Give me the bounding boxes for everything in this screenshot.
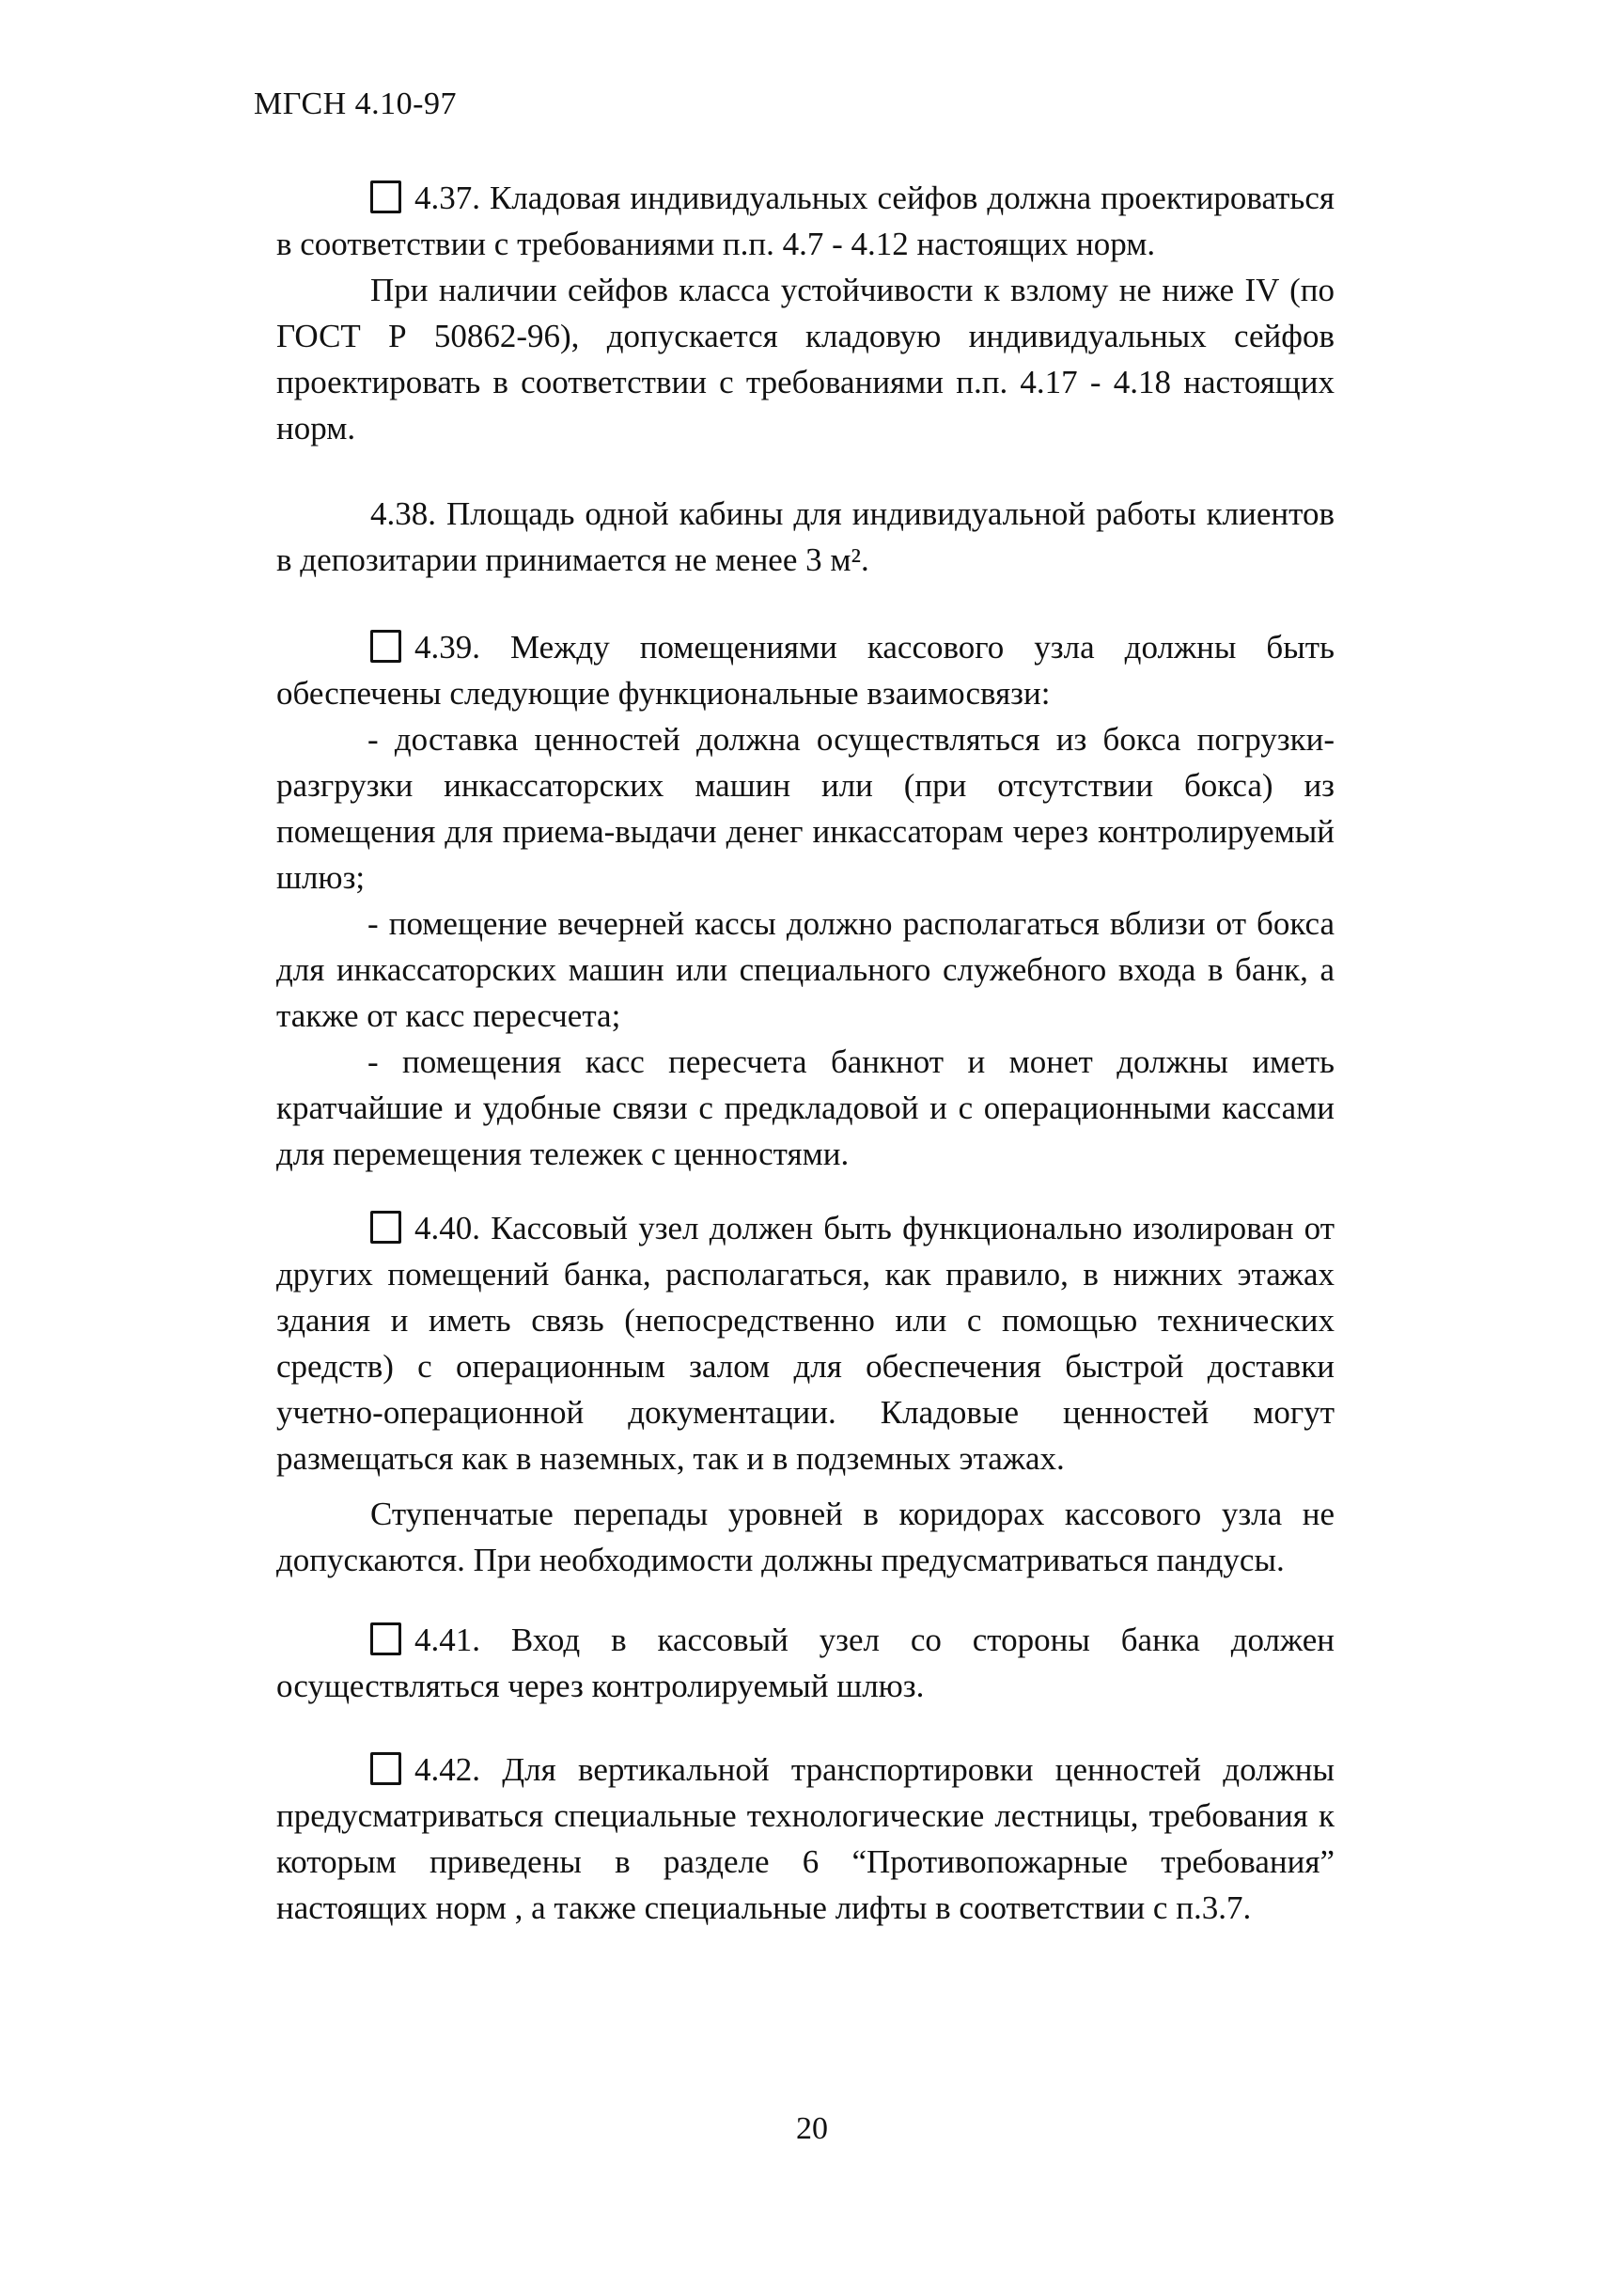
checkbox-square-icon bbox=[370, 1622, 401, 1655]
section-4-41-paragraph: 4.41. Вход в кассовый узел со стороны банка должен осуществляться через контролируемый шлюз. bbox=[276, 1622, 1335, 1704]
section-4-39 bbox=[276, 624, 1335, 1177]
checkbox-square-icon bbox=[370, 630, 401, 663]
section-4-39-list-item: - помещение вечерней кассы должно располагаться вблизи от бокса для инкассаторских машин или специального служебного входа в банк, а также от касс пересчета; bbox=[276, 905, 1335, 1034]
section-4-42 bbox=[276, 1747, 1335, 1931]
page-number: 20 bbox=[796, 2111, 828, 2146]
section-4-37 bbox=[276, 175, 1335, 451]
section-4-39-list-item: - доставка ценностей должна осуществляться из бокса погрузки-разгрузки инкассаторских машин или (при отсутствии бокса) из помещения для приема-выдачи денег инкассаторам через контролируемый шлюз; bbox=[276, 721, 1335, 896]
document-code-header: МГСН 4.10-97 bbox=[254, 86, 457, 121]
section-4-41 bbox=[276, 1617, 1335, 1709]
section-4-40-paragraph: 4.40. Кассовый узел должен быть функционально изолирован от других помещений банка, располагаться, как правило, в нижних этажах здания и иметь связь (непосредственно или с помощью технических средств) с операционным залом для обеспечения быстрой доставки учетно-операционной документации. Кладовые ценностей могут размещаться как в наземных, так и в подземных этажах. bbox=[276, 1210, 1335, 1477]
checkbox-square-icon bbox=[370, 180, 401, 213]
section-4-37-paragraph: 4.37. Кладовая индивидуальных сейфов должна проектироваться в соответствии с требованиями п.п. 4.7 - 4.12 настоящих норм. bbox=[276, 180, 1335, 262]
section-4-40 bbox=[276, 1205, 1335, 1583]
checkbox-square-icon bbox=[370, 1211, 401, 1244]
section-4-38-paragraph: 4.38. Площадь одной кабины для индивидуальной работы клиентов в депозитарии принимается не менее 3 м². bbox=[276, 495, 1335, 578]
section-4-39-paragraph: 4.39. Между помещениями кассового узла должны быть обеспечены следующие функциональные взаимосвязи: bbox=[276, 629, 1335, 712]
section-4-38 bbox=[276, 491, 1335, 583]
section-4-40-note: Ступенчатые перепады уровней в коридорах кассового узла не допускаются. При необходимости должны предусматриваться пандусы. bbox=[276, 1496, 1335, 1578]
section-4-42-paragraph: 4.42. Для вертикальной транспортировки ценностей должны предусматриваться специальные технологические лестницы, требования к которым приведены в разделе 6 “Противопожарные требования” настоящих норм , а также специальные лифты в соответствии с п.3.7. bbox=[276, 1751, 1335, 1926]
section-4-39-list-item: - помещения касс пересчета банкнот и монет должны иметь кратчайшие и удобные связи с предкладовой и с операционными кассами для перемещения тележек с ценностями. bbox=[276, 1043, 1335, 1172]
section-4-37-note: При наличии сейфов класса устойчивости к взлому не ниже IV (по ГОСТ Р 50862-96), допускается кладовую индивидуальных сейфов проектировать в соответствии с требованиями п.п. 4.17 - 4.18 настоящих норм. bbox=[276, 272, 1335, 447]
checkbox-square-icon bbox=[370, 1752, 401, 1785]
